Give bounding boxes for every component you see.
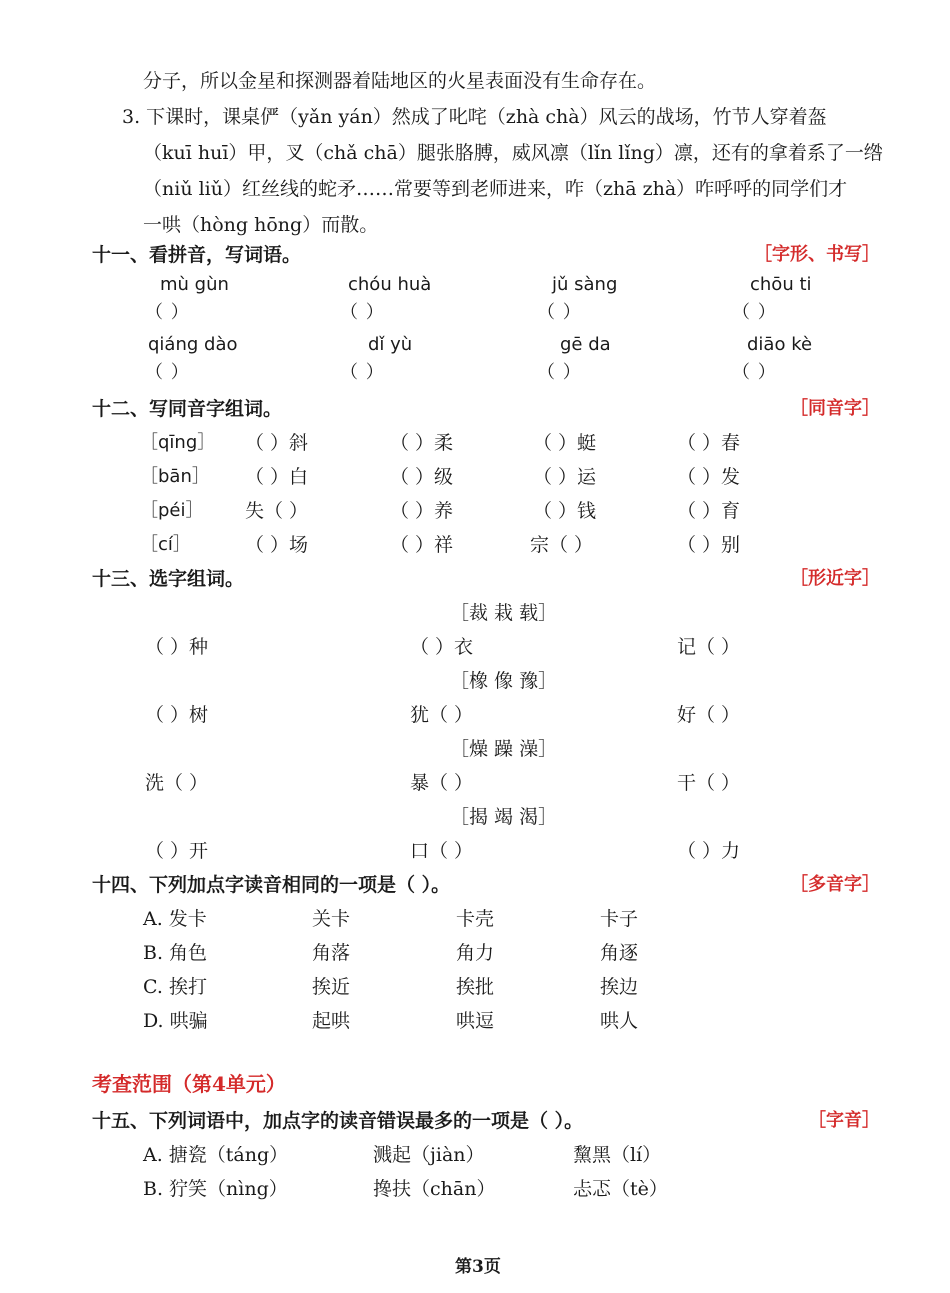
select-char-blank[interactable]: 暴（ ） [410, 772, 474, 794]
homophone-blank[interactable]: （ ）运 [533, 466, 597, 488]
select-char-blank[interactable]: 记（ ） [677, 636, 741, 658]
homophone-blank[interactable]: （ ）别 [677, 534, 741, 556]
answer-blank[interactable]: （ ） [145, 302, 190, 323]
pinyin-prompt: mù gùn [160, 274, 229, 295]
option-word: 挨近 [312, 976, 351, 998]
homophone-blank[interactable]: （ ）钱 [533, 500, 597, 522]
pinyin-prompt: chōu ti [750, 274, 812, 295]
option-a[interactable]: A. 搪瓷（táng） [143, 1144, 289, 1166]
select-char-blank[interactable]: 犹（ ） [410, 704, 474, 726]
homophone-blank[interactable]: （ ）养 [390, 500, 454, 522]
option-word: 搀扶（chān） [373, 1178, 496, 1200]
select-char-blank[interactable]: 洗（ ） [145, 772, 209, 794]
select-char-blank[interactable]: （ ）衣 [410, 636, 474, 658]
option-word: 挨批 [456, 976, 495, 998]
section-14-title: 十四、下列加点字读音相同的一项是（ ）。 [92, 874, 451, 896]
section-13-tag: ［形近字］ [790, 568, 880, 589]
select-char-blank[interactable]: 口（ ） [410, 840, 474, 862]
section-13-title: 十三、选字组词。 [92, 568, 245, 590]
homophone-blank[interactable]: （ ）春 [677, 432, 741, 454]
option-word: 起哄 [312, 1010, 351, 1032]
question-3-line-1: 3. 下课时，课桌俨（yǎn yán）然成了叱咤（zhà chà）风云的战场，竹节人穿着盔 [122, 106, 827, 128]
homophone-blank[interactable]: （ ）发 [677, 466, 741, 488]
option-word: 角落 [312, 942, 351, 964]
answer-blank[interactable]: （ ） [145, 362, 190, 383]
option-b[interactable]: B. 狞笑（nìng） [143, 1178, 288, 1200]
homophone-blank[interactable]: 宗（ ） [530, 534, 594, 556]
pinyin-prompt: diāo kè [747, 334, 813, 355]
section-14-tag: ［多音字］ [790, 874, 880, 895]
answer-blank[interactable]: （ ） [340, 362, 385, 383]
question-3-line-3: （niǔ liǔ）红丝线的蛇矛……常要等到老师进来，咋（zhā zhà）咋呼呼的同学们才 [143, 178, 848, 200]
answer-blank[interactable]: （ ） [732, 362, 777, 383]
homophone-blank[interactable]: （ ）白 [245, 466, 309, 488]
pinyin-prompt: dǐ yù [368, 334, 413, 355]
answer-blank[interactable]: （ ） [340, 302, 385, 323]
section-11-tag: ［字形、书写］ [754, 244, 880, 265]
section-11-title: 十一、看拼音，写词语。 [92, 244, 302, 266]
option-word: 卡子 [600, 908, 639, 930]
select-char-blank[interactable]: （ ）种 [145, 636, 209, 658]
select-char-blank[interactable]: 干（ ） [677, 772, 741, 794]
option-b[interactable]: B. 角色 [143, 942, 208, 964]
section-15-tag: ［字音］ [808, 1110, 880, 1131]
char-options: ［橡 像 豫］ [450, 670, 558, 692]
select-char-blank[interactable]: （ ）树 [145, 704, 209, 726]
homophone-blank[interactable]: （ ）斜 [245, 432, 309, 454]
pinyin-prompt: qiáng dào [148, 334, 238, 355]
option-word: 忐忑（tè） [573, 1178, 668, 1200]
option-word: 卡壳 [456, 908, 495, 930]
option-word: 溅起（jiàn） [373, 1144, 485, 1166]
page-number: 第3页 [455, 1257, 501, 1277]
answer-blank[interactable]: （ ） [732, 302, 777, 323]
homophone-blank[interactable]: （ ）场 [245, 534, 309, 556]
homophone-blank[interactable]: （ ）祥 [390, 534, 454, 556]
homophone-blank[interactable]: 失（ ） [245, 500, 309, 522]
option-word: 关卡 [312, 908, 351, 930]
option-a[interactable]: A. 发卡 [143, 908, 207, 930]
answer-blank[interactable]: （ ） [537, 362, 582, 383]
pinyin-prompt: jǔ sàng [552, 274, 618, 295]
homophone-blank[interactable]: （ ）育 [677, 500, 741, 522]
option-word: 哄人 [600, 1010, 639, 1032]
homophone-pinyin: ［qīng］ [140, 432, 216, 453]
option-d[interactable]: D. 哄骗 [143, 1010, 208, 1032]
homophone-blank[interactable]: （ ）柔 [390, 432, 454, 454]
pinyin-prompt: gē da [560, 334, 611, 355]
select-char-blank[interactable]: （ ）开 [145, 840, 209, 862]
pinyin-prompt: chóu huà [348, 274, 432, 295]
section-12-title: 十二、写同音字组词。 [92, 398, 283, 420]
homophone-pinyin: ［péi］ [140, 500, 204, 521]
option-c[interactable]: C. 挨打 [143, 976, 207, 998]
answer-blank[interactable]: （ ） [537, 302, 582, 323]
option-word: 挨边 [600, 976, 639, 998]
char-options: ［揭 竭 渴］ [450, 806, 558, 828]
option-word: 黧黑（lí） [573, 1144, 662, 1166]
option-word: 哄逗 [456, 1010, 495, 1032]
question-3-line-2: （kuī huī）甲，叉（chǎ chā）腿张胳膊，威风凛（lǐn lǐng）凛，还有的拿着系了一绺 [143, 142, 883, 164]
char-options: ［燥 躁 澡］ [450, 738, 558, 760]
section-12-tag: ［同音字］ [790, 398, 880, 419]
homophone-blank[interactable]: （ ）级 [390, 466, 454, 488]
section-15-title: 十五、下列词语中，加点字的读音错误最多的一项是（ ）。 [92, 1110, 584, 1132]
option-word: 角逐 [600, 942, 639, 964]
homophone-blank[interactable]: （ ）蜓 [533, 432, 597, 454]
select-char-blank[interactable]: 好（ ） [677, 704, 741, 726]
option-word: 角力 [456, 942, 495, 964]
question-3-line-4: 一哄（hòng hōng）而散。 [143, 214, 379, 236]
exam-scope-heading: 考查范围（第4单元） [92, 1072, 286, 1096]
select-char-blank[interactable]: （ ）力 [677, 840, 741, 862]
homophone-pinyin: ［cí］ [140, 534, 191, 555]
homophone-pinyin: ［bān］ [140, 466, 210, 487]
passage-line: 分子，所以金星和探测器着陆地区的火星表面没有生命存在。 [143, 70, 657, 92]
char-options: ［裁 栽 载］ [450, 602, 558, 624]
